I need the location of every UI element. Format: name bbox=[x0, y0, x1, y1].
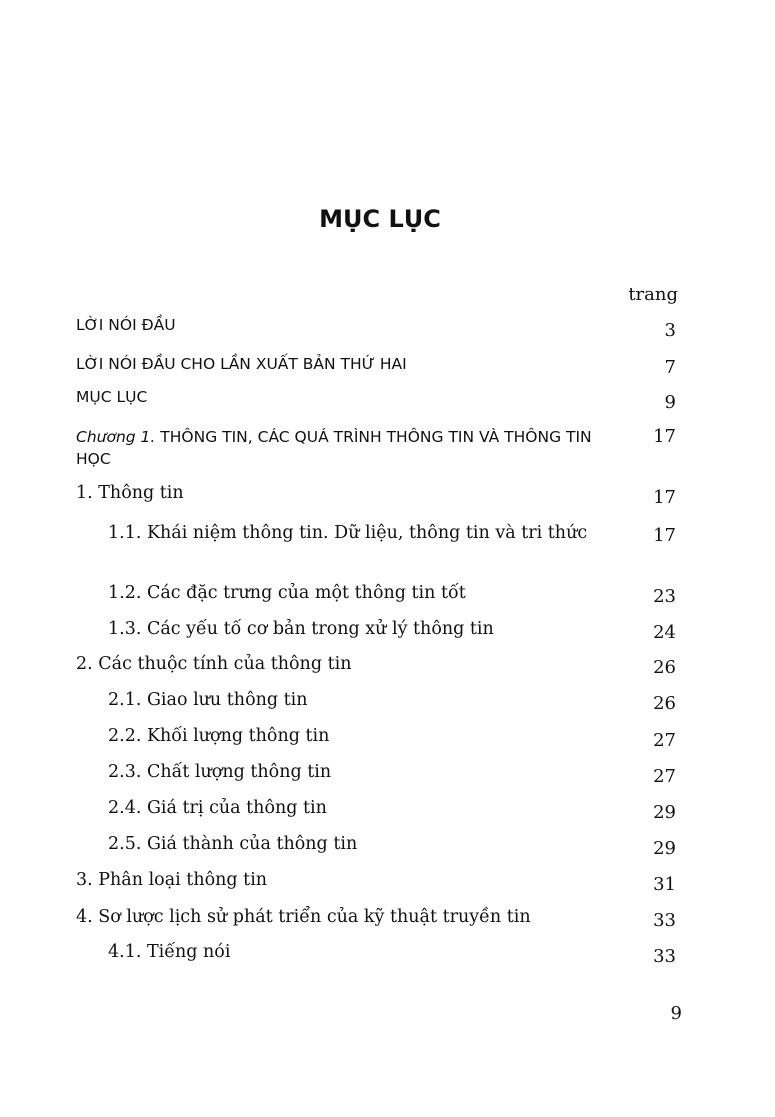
toc-entry-page: 9 bbox=[664, 392, 676, 413]
toc-entry-label: 2.2. Khối lượng thông tin bbox=[108, 726, 330, 746]
toc-entry-page: 31 bbox=[653, 874, 676, 895]
toc-entry-page: 23 bbox=[653, 586, 676, 607]
toc-entry-page: 26 bbox=[653, 657, 676, 678]
page-title: MỤC LỤC bbox=[319, 205, 441, 233]
toc-entry-page: 27 bbox=[653, 730, 676, 751]
toc-entry-page: 7 bbox=[664, 357, 676, 378]
toc-entry-page: 26 bbox=[653, 693, 676, 714]
chapter-prefix: Chương 1. bbox=[76, 428, 156, 446]
toc-entry-label: 3. Phân loại thông tin bbox=[76, 870, 268, 890]
toc-entry-page: 27 bbox=[653, 766, 676, 787]
toc-entry-label bbox=[76, 426, 606, 470]
toc-entry-label: 4. Sơ lược lịch sử phát triển của kỹ thuật truyền tin bbox=[76, 907, 531, 927]
toc-entry-page: 17 bbox=[653, 525, 676, 546]
toc-entry-label: 1.1. Khái niệm thông tin. Dữ liệu, thông tin và tri thức bbox=[108, 523, 588, 543]
toc-entry-label: MỤC LỤC bbox=[76, 388, 148, 406]
toc-entry-label: 2.1. Giao lưu thông tin bbox=[108, 690, 308, 710]
toc-entry-page: 29 bbox=[653, 802, 676, 823]
toc-entry-page: 33 bbox=[653, 946, 676, 967]
page-column-label: trang bbox=[628, 284, 678, 305]
toc-entry-label: 1.2. Các đặc trưng của một thông tin tốt bbox=[108, 583, 466, 603]
toc-entry-label: 4.1. Tiếng nói bbox=[108, 942, 231, 962]
chapter-title: THÔNG TIN, CÁC QUÁ TRÌNH THÔNG TIN VÀ THÔNG TIN HỌC bbox=[76, 428, 592, 468]
toc-entry-page: 3 bbox=[664, 320, 676, 341]
toc-entry-page: 17 bbox=[653, 426, 676, 447]
toc-entry-page: 24 bbox=[653, 622, 676, 643]
toc-entry-label: LỜI NÓI ĐẦU bbox=[76, 316, 176, 334]
toc-entry-page: 29 bbox=[653, 838, 676, 859]
toc-entry-label: 2. Các thuộc tính của thông tin bbox=[76, 654, 352, 674]
toc-entry-label: 2.5. Giá thành của thông tin bbox=[108, 834, 358, 854]
toc-entry-label: 1.3. Các yếu tố cơ bản trong xử lý thông tin bbox=[108, 619, 494, 639]
page-number: 9 bbox=[670, 1003, 682, 1024]
toc-entry-page: 17 bbox=[653, 487, 676, 508]
toc-entry-label: LỜI NÓI ĐẦU CHO LẦN XUẤT BẢN THỨ HAI bbox=[76, 355, 407, 373]
toc-entry-label: 2.3. Chất lượng thông tin bbox=[108, 762, 332, 782]
toc-entry-page: 33 bbox=[653, 910, 676, 931]
toc-entry-label: 2.4. Giá trị của thông tin bbox=[108, 798, 327, 818]
toc-entry-label: 1. Thông tin bbox=[76, 483, 184, 503]
